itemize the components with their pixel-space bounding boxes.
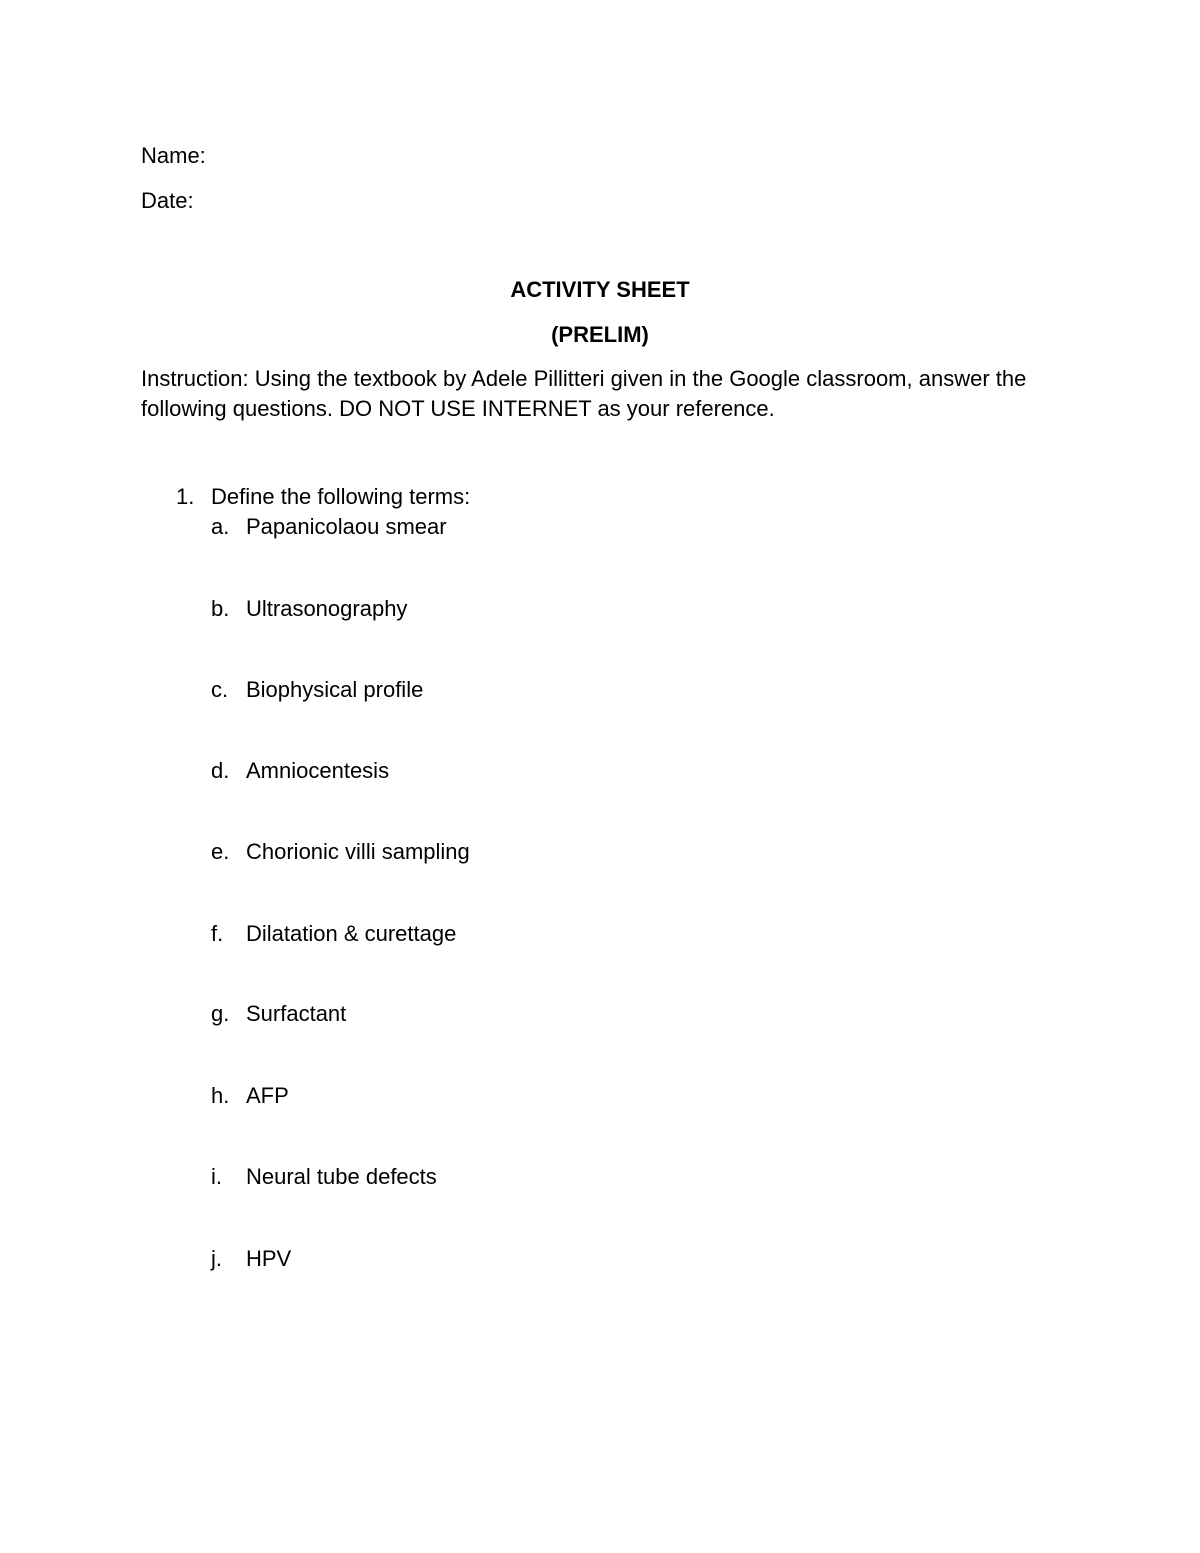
term-item [211,1162,437,1192]
document-subtitle: (PRELIM) [551,322,649,347]
term-letter: e. [211,839,230,864]
term-item [211,1081,289,1111]
term-item [211,756,389,786]
name-label: Name: [141,143,206,168]
term-item [211,999,346,1029]
term-text: Neural tube defects [246,1164,437,1189]
term-item [211,512,447,542]
term-letter: f. [211,921,224,946]
term-item [211,594,407,624]
question-text: Define the following terms: [211,484,471,509]
document-title: ACTIVITY SHEET [510,277,690,302]
date-label: Date: [141,188,194,213]
term-text: Biophysical profile [246,677,424,702]
term-text: Dilatation & curettage [246,921,457,946]
term-item [211,675,423,705]
term-text: Ultrasonography [246,596,408,621]
term-text: Chorionic villi sampling [246,839,470,864]
instruction-text: Instruction: Using the textbook by Adele Pillitteri given in the Google classroom, answer the following questions. DO NOT USE INTERNET as your reference. [141,366,1027,421]
term-text: AFP [246,1083,289,1108]
term-letter: c. [211,677,229,702]
term-text: Amniocentesis [246,758,390,783]
term-letter: j. [211,1246,222,1271]
term-item [211,1244,291,1274]
term-letter: i. [211,1164,222,1189]
term-letter: g. [211,1001,230,1026]
term-item [211,919,456,949]
term-letter: b. [211,596,230,621]
question-number: 1. [176,484,195,509]
term-text: Surfactant [246,1001,347,1026]
term-letter: d. [211,758,230,783]
term-letter: a. [211,514,230,539]
term-text: Papanicolaou smear [246,514,447,539]
term-letter: h. [211,1083,230,1108]
term-item [211,837,470,867]
term-text: HPV [246,1246,292,1271]
